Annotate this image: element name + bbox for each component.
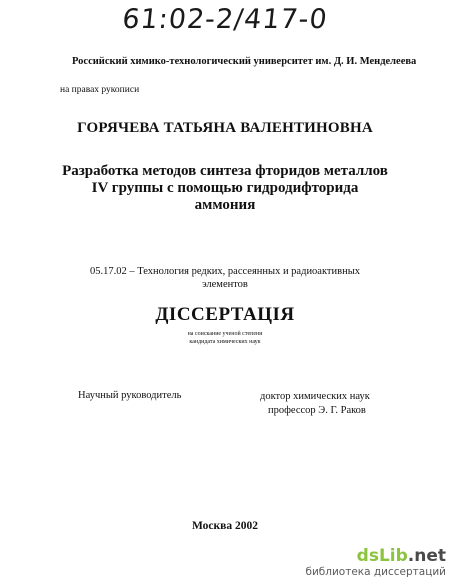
title-line: аммония [194,197,256,213]
manuscript-rights-note: на правах рукописи [60,85,140,95]
document-type-heading: ДІССЕРТАЦІЯ [155,304,295,325]
author-name: ГОРЯЧЕВА ТАТЬЯНА ВАЛЕНТИНОВНА [77,120,373,136]
degree-line: на соискание ученой степени [187,331,263,337]
specialty-line: элементов [202,279,248,290]
dissertation-title [30,163,420,214]
dslib-watermark [305,547,446,579]
specialty-code [30,265,420,291]
supervisor-label: Научный руководитель [78,390,182,401]
specialty-line: 05.17.02 – Технология редких, рассеянных и радиоактивных [89,266,361,277]
supervisor-name: профессор Э. Г. Раков [268,405,366,416]
supervisor-degree: доктор химических наук [260,391,370,402]
dslib-logo-part1: dsLib [356,546,408,566]
dslib-logo-part2: .net [407,546,446,566]
title-line: IV группы с помощью гидродифторида [91,180,359,196]
degree-sought [0,331,450,346]
university-name: Российский химико-технологический университет им. Д. И. Менделеева [72,56,417,67]
watermark-tagline: библиотека диссертаций [305,566,446,578]
city-and-year: Москва 2002 [191,520,259,532]
supervisor-details [260,390,370,418]
title-line: Разработка методов синтеза фторидов металлов [62,163,388,179]
handwritten-catalog-number: 61:02-2/417-0 [120,4,330,35]
dslib-logo [305,547,446,566]
degree-line: кандидата химических наук [189,338,261,345]
